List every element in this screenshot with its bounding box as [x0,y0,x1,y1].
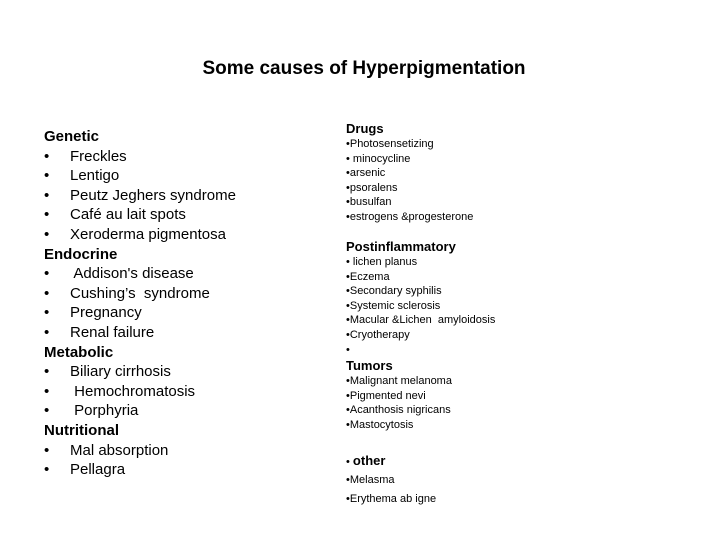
list-item: •Eczema [346,270,390,283]
list-item-label: Café au lait spots [70,206,186,224]
section-heading: Endocrine [44,245,118,263]
tumors-section [346,357,452,432]
list-item: •Melasma [346,474,395,486]
list-item: •Erythema ab igne [346,492,437,505]
bullet: • [44,304,50,322]
other-section [346,452,436,506]
list-item: •Malignant melanoma [346,375,452,387]
bullet: • [44,284,50,302]
list-item [44,460,236,480]
list-item: •Acanthosis nigricans [346,404,451,417]
list-item: •Photosensetizing [346,138,434,150]
section-heading: Tumors [346,358,393,373]
list-item [44,303,236,323]
list-item [44,264,236,284]
list-item [44,323,236,343]
list-item [44,441,236,461]
list-item-label: Pellagra [70,461,126,479]
list-item [44,147,236,167]
list-item-label: Freckles [70,147,127,165]
bullet: • [44,265,50,283]
left-column [44,127,236,480]
list-item [44,401,236,421]
list-item-label: Porphyria [70,402,139,420]
bullet: • [44,363,50,381]
list-item-label: Lentigo [70,167,120,185]
list-item [44,362,236,382]
bullet: • [44,461,50,479]
list-item [44,166,236,186]
list-item: •Mastocytosis [346,418,414,431]
list-item: • [346,343,350,356]
list-item [44,186,236,206]
list-item-label: Pregnancy [70,304,142,322]
bullet: • [44,225,50,243]
list-item: •Pigmented nevi [346,389,426,402]
section-heading: Nutritional [44,421,119,439]
bullet: • [44,186,50,204]
bullet: • [44,441,50,459]
section-heading: Drugs [346,121,384,136]
list-item-label: Mal absorption [70,441,169,459]
list-item-label: Renal failure [70,323,155,341]
bullet: • [44,323,50,341]
section-heading: Metabolic [44,343,114,361]
postinflammatory-section [346,238,495,357]
bullet: • [44,382,50,400]
list-item-label: Addison's disease [70,265,194,283]
list-item: •Macular &Lichen amyloidosis [346,314,496,327]
section-heading: Genetic [44,128,100,145]
list-item-label: Cushing’s syndrome [70,284,210,302]
list-item [44,284,236,304]
list-item: •estrogens &progesterone [346,210,474,223]
slide-title: Some causes of Hyperpigmentation [202,58,526,79]
bullet: • [44,167,50,185]
section-heading-label: other [352,453,386,468]
list-item-label: Xeroderma pigmentosa [70,225,226,243]
list-item: •Systemic sclerosis [346,299,441,312]
bullet: • [44,206,50,224]
list-item [44,205,236,225]
section-heading: Postinflammatory [346,239,456,254]
list-item [44,225,236,245]
list-item: • lichen planus [346,256,418,268]
list-item: •Cryotherapy [346,328,410,341]
drugs-section [346,120,473,225]
bullet: • [44,402,50,420]
list-item-label: Hemochromatosis [70,382,196,400]
list-item: • minocycline [346,152,411,165]
list-item: •arsenic [346,167,386,180]
list-item: •Secondary syphilis [346,285,442,298]
list-item-label: Peutz Jeghers syndrome [70,186,236,204]
bullet: • [346,456,353,468]
bullet: • [44,147,50,165]
list-item-label: Biliary cirrhosis [70,363,171,381]
list-item [44,382,236,402]
section-heading [346,452,436,469]
list-item: •busulfan [346,196,392,209]
list-item: •psoralens [346,181,398,194]
